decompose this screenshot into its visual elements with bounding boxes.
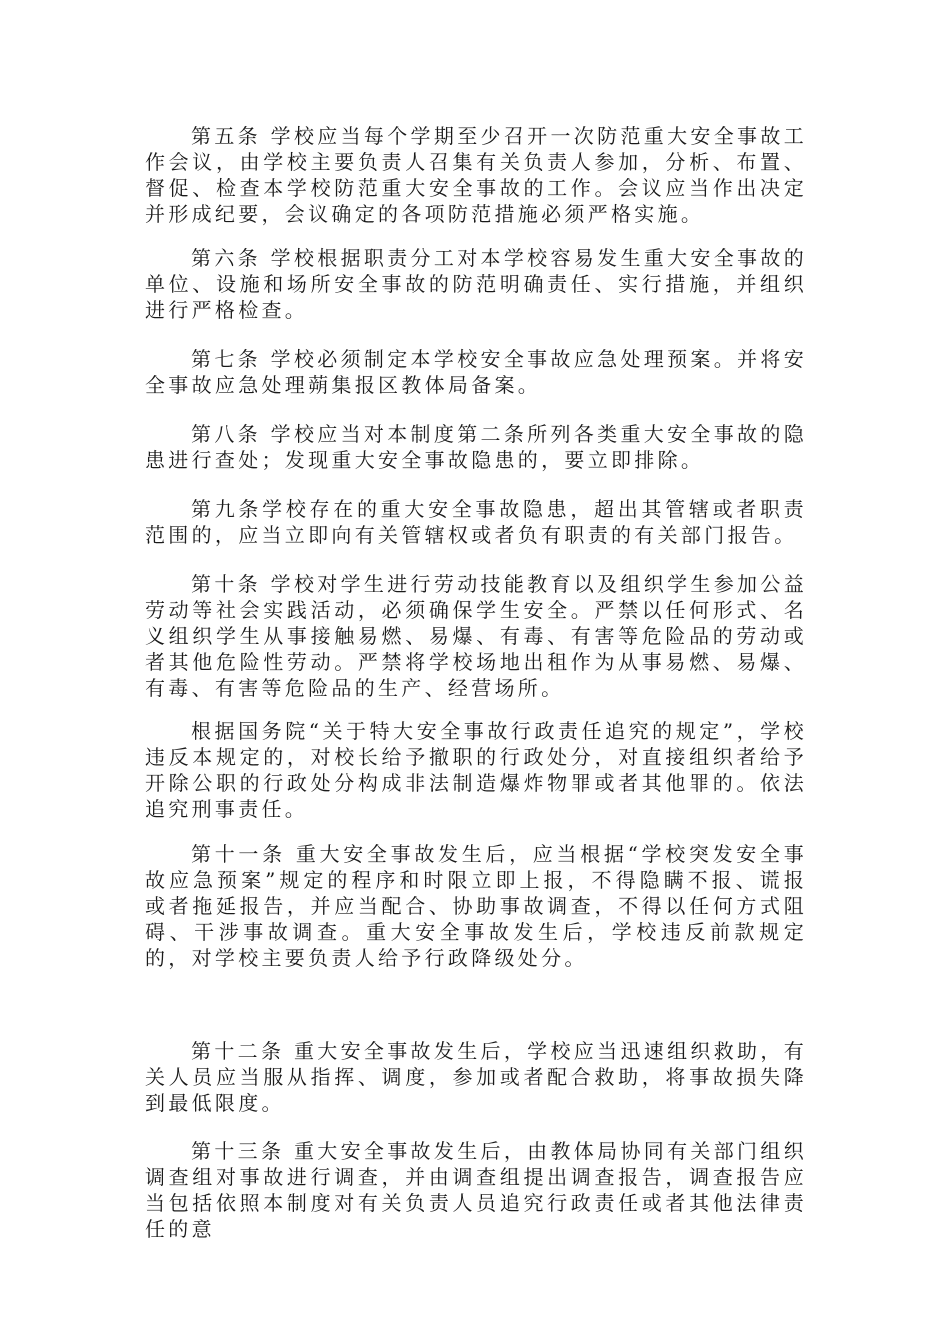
article-9-paragraph: 第九条学校存在的重大安全事故隐患，超出其管辖或者职责范围的，应当立即向有关管辖权或者负有职责的有关部门报告。 bbox=[145, 497, 807, 547]
article-10-paragraph: 第十条 学校对学生进行劳动技能教育以及组织学生参加公益劳动等社会实践活动，必须确保学生安全。严禁以任何形式、名义组织学生从事接触易燃、易爆、有毒、有害等危险品的劳动或者其他危险性劳动。严禁将学校场地出租作为从事易燃、易爆、有毒、有害等危险品的生产、经营场所。 bbox=[145, 572, 807, 700]
article-5-paragraph: 第五条 学校应当每个学期至少召开一次防范重大安全事故工作会议，由学校主要负责人召集有关负责人参加，分析、布置、督促、检查本学校防范重大安全事故的工作。会议应当作出决定并形成纪要，会议确定的各项防范措施必须严格实施。 bbox=[145, 124, 807, 226]
article-8-paragraph: 第八条 学校应当对本制度第二条所列各类重大安全事故的隐患进行查处；发现重大安全事故隐患的，要立即排除。 bbox=[145, 422, 807, 472]
state-council-regulation-paragraph: 根据国务院“关于特大安全事故行政责任追究的规定”，学校违反本规定的，对校长给予撤职的行政处分，对直接组织者给予开除公职的行政处分构成非法制造爆炸物罪或者其他罪的。依法追究刑事责任。 bbox=[145, 719, 807, 821]
article-7-paragraph: 第七条 学校必须制定本学校安全事故应急处理预案。并将安全事故应急处理蒴集报区教体局备案。 bbox=[145, 347, 807, 397]
article-12-paragraph: 第十二条 重大安全事故发生后，学校应当迅速组织救助，有关人员应当服从指挥、调度，参加或者配合救助，将事故损失降到最低限度。 bbox=[145, 1039, 807, 1115]
article-11-paragraph: 第十一条 重大安全事故发生后，应当根据“学校突发安全事故应急预案”规定的程序和时限立即上报，不得隐瞒不报、谎报或者拖延报告，并应当配合、协助事故调查，不得以任何方式阻碍、干涉事故调查。重大安全事故发生后，学校违反前款规定的，对学校主要负责人给予行政降级处分。 bbox=[145, 842, 807, 970]
article-13-paragraph: 第十三条 重大安全事故发生后，由教体局协同有关部门组织调查组对事故进行调查，并由调查组提出调查报告，调查报告应当包括依照本制度对有关负责人员追究行政责任或者其他法律责任的意 bbox=[145, 1139, 807, 1241]
article-6-paragraph: 第六条 学校根据职责分工对本学校容易发生重大安全事故的单位、设施和场所安全事故的防范明确责任、实行措施，并组织进行严格检查。 bbox=[145, 246, 807, 322]
